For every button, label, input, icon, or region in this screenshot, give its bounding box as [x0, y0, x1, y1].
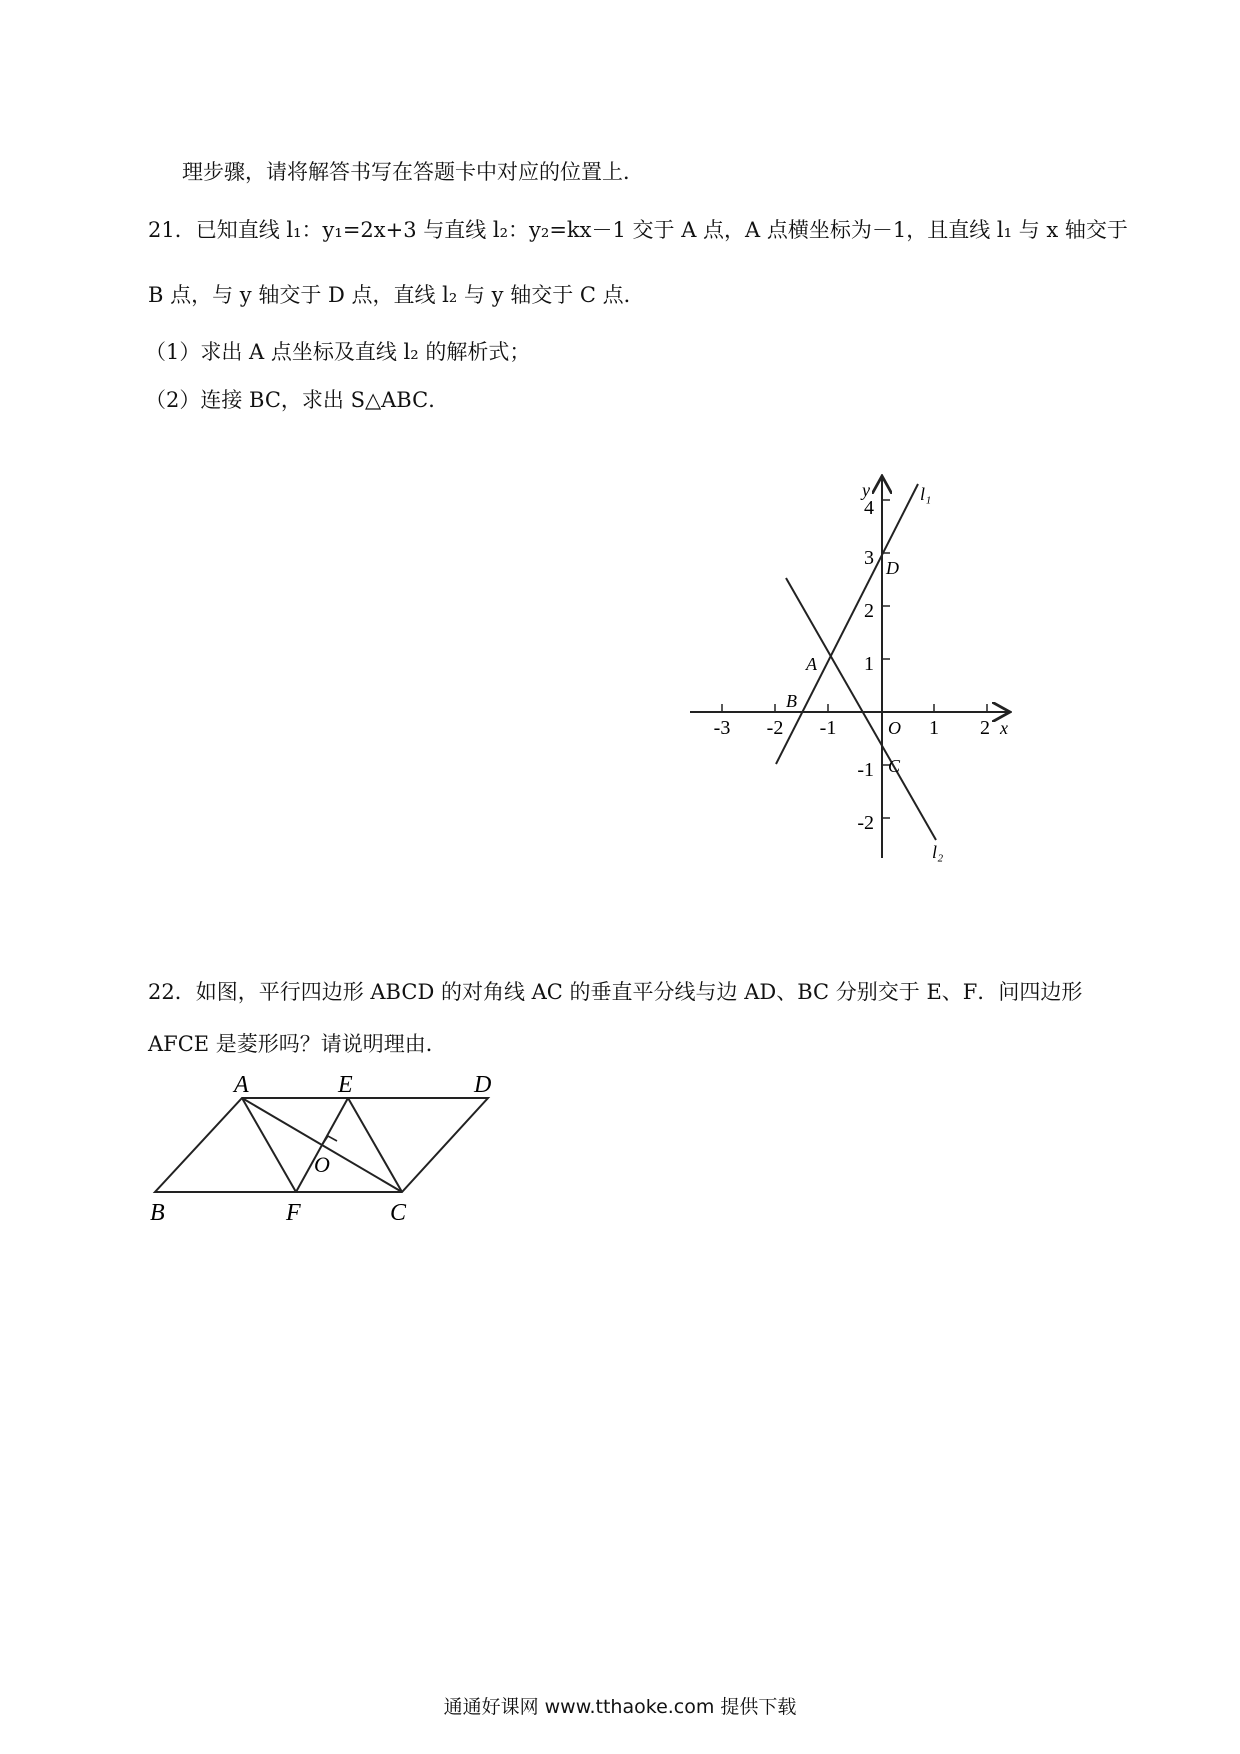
segment-af	[242, 1098, 296, 1192]
x-axis-label: x	[1000, 718, 1008, 738]
y-tick-label: 4	[864, 497, 874, 519]
segment-ec	[348, 1098, 402, 1192]
y-tick-label: 3	[864, 547, 874, 569]
right-angle-mark	[322, 1136, 337, 1145]
y-axis-label: y	[862, 480, 870, 500]
x-tick-label: -2	[766, 717, 784, 739]
y-tick-label: 2	[864, 600, 874, 622]
x-tick-label: 2	[980, 717, 990, 739]
vertex-b-label: B	[150, 1200, 165, 1226]
point-b-label: B	[786, 691, 797, 711]
q22-line-2: AFCE 是菱形吗？请说明理由．	[148, 1032, 447, 1056]
point-d-label: D	[886, 558, 899, 578]
origin-label: O	[888, 718, 901, 738]
point-a-label: A	[806, 654, 817, 674]
point-o-label: O	[314, 1152, 330, 1177]
vertex-a-label: A	[234, 1072, 249, 1098]
l1-label: l₁	[920, 484, 932, 504]
x-tick-label: -1	[819, 717, 837, 739]
vertex-f-label: F	[286, 1200, 301, 1226]
q21-line-2: B 点，与 y 轴交于 D 点，直线 l₂ 与 y 轴交于 C 点．	[148, 283, 645, 307]
q22-line-1: 22．如图，平行四边形 ABCD 的对角线 AC 的垂直平分线与边 AD、BC 分别交于 E、F．问四边形	[148, 980, 1083, 1004]
x-tick-label: -3	[713, 717, 731, 739]
vertex-e-label: E	[338, 1072, 353, 1098]
parallelogram-figure	[140, 1068, 510, 1238]
page-footer: 通通好课网 www.tthaoke.com 提供下载	[443, 1696, 797, 1718]
y-tick-label: -1	[857, 759, 874, 781]
intro-line: 理步骤，请将解答书写在答题卡中对应的位置上．	[182, 160, 644, 184]
x-tick-label: 1	[929, 717, 939, 739]
l2-label: l₂	[932, 842, 944, 862]
q21-line-1: 21．已知直线 l₁：y₁=2x+3 与直线 l₂：y₂=kx－1 交于 A 点，A 点横坐标为－1，且直线 l₁ 与 x 轴交于	[148, 218, 1128, 242]
line-l2	[786, 578, 936, 840]
coordinate-graph	[680, 470, 1020, 870]
y-tick-label: 1	[864, 653, 874, 675]
vertex-c-label: C	[390, 1200, 407, 1226]
q21-part-1: （1）求出 A 点坐标及直线 l₂ 的解析式；	[145, 340, 531, 364]
q21-part-2: （2）连接 BC，求出 S△ABC．	[145, 388, 450, 412]
point-c-label: C	[888, 756, 901, 776]
y-tick-label: -2	[857, 812, 874, 834]
vertex-d-label: D	[474, 1072, 492, 1098]
